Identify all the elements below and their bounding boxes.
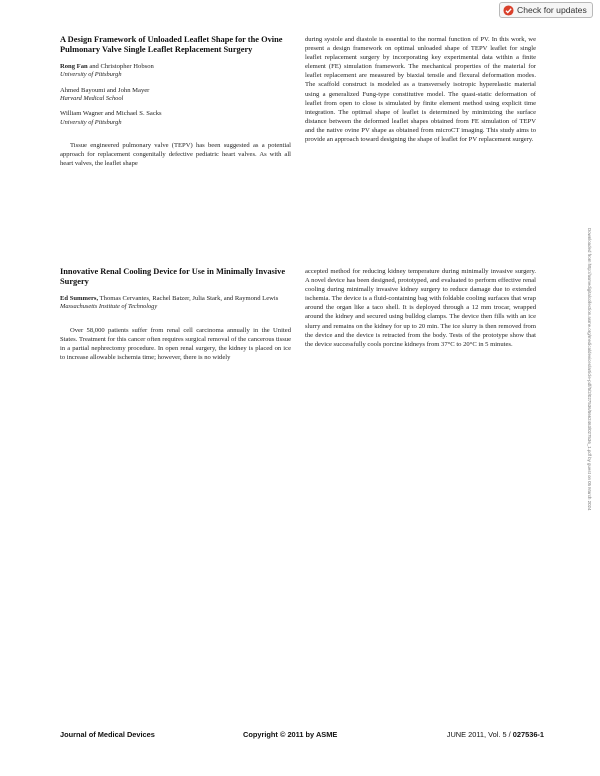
page-footer (60, 730, 544, 742)
footer-page-number: 027536-1 (512, 730, 544, 739)
article1-author-group-2 (60, 87, 291, 104)
check-for-updates-icon (503, 5, 514, 16)
article2-authors: Ed Summers, Thomas Cervantes, Rachel Batzer, Julia Stark, and Raymond Lewis (60, 294, 279, 302)
download-watermark: Downloaded from http://asmedigitalcollection.asme.org/medicaldevices/article-pdf/5/2/027536/5662463/027536_1.pdf by guest on 05 March 2024 (587, 228, 592, 511)
article1-left-column (60, 35, 291, 169)
article1-authors-1: Rong Fan and Christopher Hobson (60, 62, 154, 70)
article1-authors-2: Ahmed Bayoumi and John Mayer (60, 86, 150, 94)
article2-body-right: accepted method for reducing kidney temperature during minimally invasive surgery. A novel device has been designed, prototyped, and evaluated to perform effective renal cooling during minimally invasive kidney surgery to reduce damage due to extended ischemia. The device is a fluid-containing bag with foldable cooling surfaces that wrap around the organ like a taco shell. It is deployed through a 12 mm trocar, wrapped around the kidney and secured using bulldog clamps. The device then fills with an ice slurry and remains on the kidney for up to 20 min. The ice slurry is then removed from the device and the device is retracted from the body. Tests of the prototype show that the device successfully cools porcine kidneys from 37°C to 20°C in 5 minutes. (305, 268, 536, 348)
article2-right-column (305, 267, 536, 349)
article1-affiliation-2: Harvard Medical School (60, 95, 124, 103)
article1-affiliation-1: University of Pittsburgh (60, 71, 122, 79)
article1-affiliation-3: University of Pittsburgh (60, 118, 122, 126)
footer-issue-date: JUNE 2011, Vol. 5 (446, 730, 507, 739)
check-for-updates-label: Check for updates (517, 5, 587, 15)
article1-author-group-3 (60, 110, 291, 127)
article1-title: A Design Framework of Unloaded Leaflet Shape for the Ovine Pulmonary Valve Single Leaflet Replacement Surgery (60, 35, 283, 55)
article1-body-right: during systole and diastole is essential to the normal function of PV. In this work, we present a design framework on optimal unloaded shape of TEPV leaflet for single leaflet replacement surgery by incorporating key experimental data within a finite element (FE) simulation framework. The mechanical properties of the material for leaflet replacement are measured by biaxial tensile and flexural deformation modes. The scaffold construct is modeled as a transversely isotropic hyperelastic material using a generalized Fung-type constitutive model. The quasi-static deformation of leaflet from open to close is simulated by finite element method using explicit time integration. The optimal shape of leaflet is determined by minimizing the surface distance between the deformed leaflet shapes obtained from FE simulation of TEPV and the native ovine PV shape as obtained from microCT imaging. This study aims to provide an approach toward designing the shape of leaflet for PV replacement surgery. (305, 36, 536, 144)
check-for-updates-badge[interactable] (499, 2, 593, 18)
article1-author-group-1 (60, 63, 291, 80)
footer-journal-name: Journal of Medical Devices (60, 730, 155, 739)
footer-issue (447, 730, 544, 739)
article1-authors-3: William Wagner and Michael S. Sacks (60, 110, 162, 118)
article2-left-column (60, 267, 291, 362)
article2-body-left: Over 58,000 patients suffer from renal cell carcinoma annually in the United States. Treatment for this cancer often requires surgical removal of the cancerous tissue in a partial nephrectomy procedure. In open renal surgery, the kidney is placed on ice to increase allowable ischemia time; however, there is no widely (60, 326, 291, 361)
footer-copyright: Copyright © 2011 by ASME (243, 730, 338, 739)
article1-right-column (305, 35, 536, 144)
article2-title: Innovative Renal Cooling Device for Use in Minimally Invasive Surgery (60, 267, 286, 287)
article2-affiliation: Massachusetts Institute of Technology (60, 303, 158, 311)
footer-separator: / (506, 730, 513, 739)
article1-body-left: Tissue engineered pulmonary valve (TEPV) has been suggested as a potential approach for replacement congenitally defective pediatric heart valves. As with all heart valves, the leaflet shape (60, 142, 291, 168)
